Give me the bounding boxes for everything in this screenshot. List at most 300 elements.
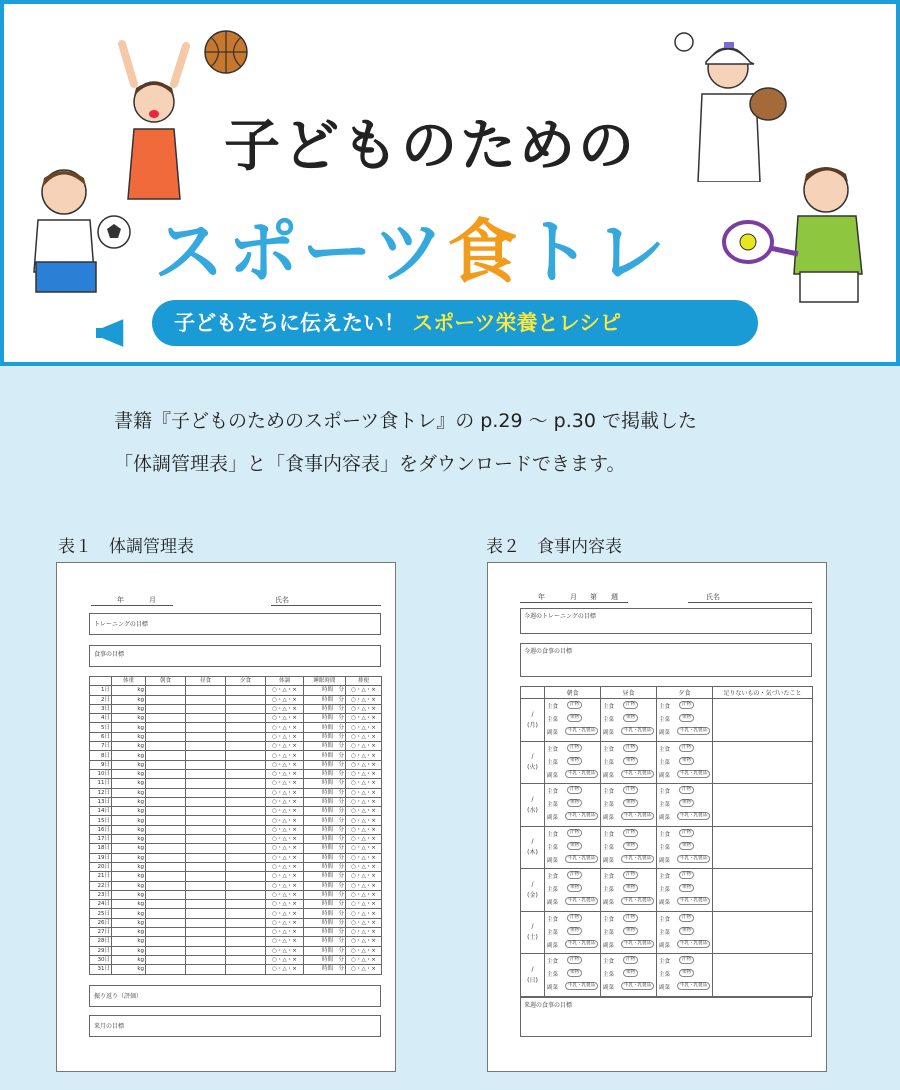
t1-dinner-cell	[226, 732, 266, 741]
t1-dinner-cell	[226, 751, 266, 760]
t1-dinner-cell	[226, 825, 266, 834]
t1-breakfast-cell	[146, 955, 186, 964]
table-row	[90, 779, 382, 788]
table-row	[90, 853, 382, 862]
t1-next-goal-label: 来月の目標	[94, 1023, 125, 1030]
t1-breakfast-cell	[146, 862, 186, 871]
t2-meal-goal-box	[520, 643, 812, 677]
t1-weight-cell: kg	[112, 862, 146, 871]
t1-dinner-cell	[226, 955, 266, 964]
t2-training-goal-label: 今週のトレーニングの目標	[524, 613, 596, 620]
t1-breakfast-cell	[146, 918, 186, 927]
t1-breakfast-cell	[146, 946, 186, 955]
title-banner	[0, 0, 900, 366]
t1-day-cell: 9日	[90, 760, 112, 769]
t1-header-cell: 体調	[266, 677, 304, 686]
t1-weight-cell: kg	[112, 742, 146, 751]
table-row	[90, 788, 382, 797]
t1-weight-cell: kg	[112, 769, 146, 778]
t1-lunch-cell	[186, 797, 226, 806]
t1-condition-cell: ○・△・×	[266, 872, 304, 881]
t1-dinner-cell	[226, 695, 266, 704]
t1-lunch-cell	[186, 723, 226, 732]
t1-weight-cell: kg	[112, 788, 146, 797]
t1-sleep-cell: 時間 分	[304, 844, 346, 853]
banner-title-line1: 子どものための	[224, 114, 637, 179]
t2-meal-cell: 主食 汁物 主菜 果物 副菜 牛乳・乳製品	[657, 784, 712, 826]
t1-lunch-cell	[186, 965, 226, 974]
t1-lunch-cell	[186, 732, 226, 741]
t2-notes-cell	[713, 954, 813, 997]
table-row	[90, 937, 382, 946]
t1-lunch-cell	[186, 918, 226, 927]
t1-weight-cell: kg	[112, 844, 146, 853]
t1-condition-cell: ○・△・×	[266, 704, 304, 713]
t1-meal-goal-label: 食事の目標	[94, 651, 125, 658]
t1-condition-cell: ○・△・×	[266, 779, 304, 788]
table-row	[521, 954, 813, 997]
t1-lunch-cell	[186, 788, 226, 797]
t1-weight-cell: kg	[112, 890, 146, 899]
t1-bowel-cell: ○・△・×	[346, 872, 382, 881]
t1-breakfast-cell	[146, 742, 186, 751]
t1-bowel-cell: ○・△・×	[346, 955, 382, 964]
t2-meal-cell: 主食 汁物 主菜 果物 副菜 牛乳・乳製品	[545, 699, 600, 741]
t1-day-cell: 17日	[90, 835, 112, 844]
table-row	[90, 686, 382, 695]
t2-meal-cell: 主食 汁物 主菜 果物 副菜 牛乳・乳製品	[657, 742, 712, 784]
title-food: 食	[447, 211, 522, 293]
t1-breakfast-cell	[146, 704, 186, 713]
t1-name-underline	[271, 605, 381, 606]
t2-month: 月	[570, 593, 577, 601]
t1-weight-cell: kg	[112, 695, 146, 704]
t2-week: 第 週	[590, 593, 618, 601]
t1-sleep-cell: 時間 分	[304, 797, 346, 806]
t1-bowel-cell: ○・△・×	[346, 937, 382, 946]
basketball-icon	[202, 28, 250, 76]
t1-weight-cell: kg	[112, 900, 146, 909]
t1-bowel-cell: ○・△・×	[346, 788, 382, 797]
t1-day-cell: 11日	[90, 779, 112, 788]
t2-meal-cell: 主食 汁物 主菜 果物 副菜 牛乳・乳製品	[601, 869, 656, 911]
soccer-player-illustration	[22, 162, 132, 302]
t1-day-cell: 15日	[90, 816, 112, 825]
t2-name-label: 氏名	[706, 593, 720, 601]
t2-next-goal-label: 来週の食事の目標	[524, 1002, 573, 1009]
t1-day-cell: 20日	[90, 862, 112, 871]
t1-weight-cell: kg	[112, 835, 146, 844]
t1-review-label: 振り返り（評価）	[94, 993, 143, 1000]
t1-condition-cell: ○・△・×	[266, 797, 304, 806]
t1-weight-cell: kg	[112, 816, 146, 825]
t2-meal-cell: 主食 汁物 主菜 果物 副菜 牛乳・乳製品	[545, 912, 600, 954]
t1-dinner-cell	[226, 937, 266, 946]
table-row	[90, 909, 382, 918]
t2-meal-cell: 主食 汁物 主菜 果物 副菜 牛乳・乳製品	[601, 742, 656, 784]
table-row	[90, 900, 382, 909]
t1-lunch-cell	[186, 853, 226, 862]
t1-condition-cell: ○・△・×	[266, 816, 304, 825]
t1-condition-cell: ○・△・×	[266, 686, 304, 695]
table-row	[90, 704, 382, 713]
t1-header-cell: 夕食	[226, 677, 266, 686]
t1-lunch-cell	[186, 779, 226, 788]
t2-name-underline	[688, 602, 812, 603]
t1-lunch-cell	[186, 704, 226, 713]
t1-dinner-cell	[226, 686, 266, 695]
t1-breakfast-cell	[146, 723, 186, 732]
banner-title-line2	[154, 196, 669, 297]
t1-dinner-cell	[226, 835, 266, 844]
t1-lunch-cell	[186, 835, 226, 844]
table-row	[90, 807, 382, 816]
t1-sleep-cell: 時間 分	[304, 881, 346, 890]
t2-meal-cell: 主食 汁物 主菜 果物 副菜 牛乳・乳製品	[545, 954, 600, 996]
t1-sleep-cell: 時間 分	[304, 704, 346, 713]
t1-bowel-cell: ○・△・×	[346, 807, 382, 816]
t1-condition-cell: ○・△・×	[266, 937, 304, 946]
t2-header-cell: 夕食	[657, 687, 713, 699]
t1-lunch-cell	[186, 807, 226, 816]
t1-lunch-cell	[186, 946, 226, 955]
t1-sleep-cell: 時間 分	[304, 862, 346, 871]
t1-sleep-cell: 時間 分	[304, 825, 346, 834]
table-row	[90, 928, 382, 937]
intro-line1: 書籍『子どものためのスポーツ食トレ』の p.29 ～ p.30 で掲載した	[114, 410, 697, 432]
t2-header-cell: 朝食	[545, 687, 601, 699]
table-row	[90, 825, 382, 834]
t2-weekly-table	[520, 686, 813, 997]
t1-breakfast-cell	[146, 797, 186, 806]
t2-notes-cell	[713, 741, 813, 784]
t1-sleep-cell: 時間 分	[304, 872, 346, 881]
table-row	[90, 760, 382, 769]
t1-condition-cell: ○・△・×	[266, 723, 304, 732]
table-row	[521, 869, 813, 912]
subtitle-highlight: スポーツ栄養とレシピ	[412, 311, 621, 335]
table-row	[90, 751, 382, 760]
t1-day-cell: 13日	[90, 797, 112, 806]
table-row	[90, 872, 382, 881]
t1-day-cell: 18日	[90, 844, 112, 853]
t1-dinner-cell	[226, 872, 266, 881]
t2-header-cell: 昼食	[601, 687, 657, 699]
t1-condition-cell: ○・△・×	[266, 788, 304, 797]
t1-dinner-cell	[226, 853, 266, 862]
t1-bowel-cell: ○・△・×	[346, 742, 382, 751]
t1-breakfast-cell	[146, 825, 186, 834]
t1-weight-cell: kg	[112, 797, 146, 806]
t1-dinner-cell	[226, 816, 266, 825]
t2-header-row	[521, 687, 813, 699]
t1-bowel-cell: ○・△・×	[346, 909, 382, 918]
t1-weight-cell: kg	[112, 704, 146, 713]
t1-sleep-cell: 時間 分	[304, 695, 346, 704]
t2-next-goal-box	[520, 997, 812, 1037]
t1-condition-cell: ○・△・×	[266, 751, 304, 760]
t1-breakfast-cell	[146, 788, 186, 797]
t1-bowel-cell: ○・△・×	[346, 825, 382, 834]
t2-meal-cell: 主食 汁物 主菜 果物 副菜 牛乳・乳製品	[601, 912, 656, 954]
t1-breakfast-cell	[146, 732, 186, 741]
table-row	[90, 797, 382, 806]
t1-dinner-cell	[226, 844, 266, 853]
t1-day-cell: 7日	[90, 742, 112, 751]
t1-condition-cell: ○・△・×	[266, 769, 304, 778]
banner-subtitle-ribbon	[152, 300, 758, 346]
table-row	[90, 881, 382, 890]
table-row	[90, 890, 382, 899]
t1-sleep-cell: 時間 分	[304, 714, 346, 723]
t2-header-cell: 足りないもの・気づいたこと	[713, 687, 813, 699]
t2-meal-cell: 主食 汁物 主菜 果物 副菜 牛乳・乳製品	[657, 827, 712, 869]
t1-bowel-cell: ○・△・×	[346, 751, 382, 760]
t2-meal-cell: 主食 汁物 主菜 果物 副菜 牛乳・乳製品	[545, 742, 600, 784]
t1-breakfast-cell	[146, 714, 186, 723]
t1-day-cell: 10日	[90, 769, 112, 778]
t1-dinner-cell	[226, 714, 266, 723]
t1-weight-cell: kg	[112, 714, 146, 723]
table-row	[90, 742, 382, 751]
t1-sleep-cell: 時間 分	[304, 918, 346, 927]
t1-bowel-cell: ○・△・×	[346, 928, 382, 937]
t1-weight-cell: kg	[112, 751, 146, 760]
table-row	[90, 769, 382, 778]
t2-notes-cell	[713, 911, 813, 954]
t1-dinner-cell	[226, 909, 266, 918]
t1-bowel-cell: ○・△・×	[346, 797, 382, 806]
t1-sleep-cell: 時間 分	[304, 816, 346, 825]
tennis-player-illustration	[718, 154, 888, 304]
t1-day-cell: 12日	[90, 788, 112, 797]
t1-sleep-cell: 時間 分	[304, 788, 346, 797]
table-row	[90, 723, 382, 732]
t2-meal-cell: 主食 汁物 主菜 果物 副菜 牛乳・乳製品	[657, 869, 712, 911]
t1-weight-cell: kg	[112, 965, 146, 974]
table-row	[90, 955, 382, 964]
t1-sleep-cell: 時間 分	[304, 965, 346, 974]
t2-day-cell: / (日)	[521, 954, 545, 997]
t1-day-cell: 6日	[90, 732, 112, 741]
t1-condition-cell: ○・△・×	[266, 825, 304, 834]
t1-sleep-cell: 時間 分	[304, 760, 346, 769]
t1-dinner-cell	[226, 769, 266, 778]
t1-condition-cell: ○・△・×	[266, 853, 304, 862]
t1-dinner-cell	[226, 779, 266, 788]
t1-condition-cell: ○・△・×	[266, 695, 304, 704]
t1-training-goal-box	[89, 613, 381, 635]
t1-breakfast-cell	[146, 844, 186, 853]
t1-sleep-cell: 時間 分	[304, 732, 346, 741]
t1-sleep-cell: 時間 分	[304, 890, 346, 899]
t1-condition-cell: ○・△・×	[266, 918, 304, 927]
table2-caption: 表２ 食事内容表	[486, 537, 622, 557]
t1-header-cell: 排便	[346, 677, 382, 686]
t1-bowel-cell: ○・△・×	[346, 881, 382, 890]
t2-meal-cell: 主食 汁物 主菜 果物 副菜 牛乳・乳製品	[601, 699, 656, 741]
t1-day-cell: 27日	[90, 928, 112, 937]
t1-condition-cell: ○・△・×	[266, 955, 304, 964]
t1-sleep-cell: 時間 分	[304, 835, 346, 844]
table-row	[90, 918, 382, 927]
t1-day-cell: 2日	[90, 695, 112, 704]
t2-notes-cell	[713, 784, 813, 827]
t1-bowel-cell: ○・△・×	[346, 835, 382, 844]
t1-day-cell: 28日	[90, 937, 112, 946]
t1-lunch-cell	[186, 825, 226, 834]
t1-bowel-cell: ○・△・×	[346, 779, 382, 788]
t1-day-cell: 22日	[90, 881, 112, 890]
t1-dinner-cell	[226, 760, 266, 769]
t1-day-cell: 3日	[90, 704, 112, 713]
t1-header-cell: 体重	[112, 677, 146, 686]
t1-dinner-cell	[226, 723, 266, 732]
table-row	[90, 835, 382, 844]
t1-bowel-cell: ○・△・×	[346, 890, 382, 899]
table-row	[521, 911, 813, 954]
t1-lunch-cell	[186, 900, 226, 909]
t1-sleep-cell: 時間 分	[304, 955, 346, 964]
t2-training-goal-box	[520, 608, 812, 634]
t1-weight-cell: kg	[112, 686, 146, 695]
t2-day-cell: / (土)	[521, 911, 545, 954]
t1-weight-cell: kg	[112, 937, 146, 946]
t1-breakfast-cell	[146, 965, 186, 974]
t1-weight-cell: kg	[112, 928, 146, 937]
intro-line2: 「体調管理表」と「食事内容表」をダウンロードできます。	[114, 453, 626, 475]
t2-date-underline	[520, 602, 628, 603]
t1-header-cell: 睡眠時間	[304, 677, 346, 686]
t1-day-cell: 31日	[90, 965, 112, 974]
t1-lunch-cell	[186, 928, 226, 937]
t1-bowel-cell: ○・△・×	[346, 769, 382, 778]
t1-lunch-cell	[186, 937, 226, 946]
t1-condition-cell: ○・△・×	[266, 844, 304, 853]
t1-breakfast-cell	[146, 937, 186, 946]
t1-dinner-cell	[226, 946, 266, 955]
t1-dinner-cell	[226, 900, 266, 909]
t1-sleep-cell: 時間 分	[304, 779, 346, 788]
t1-breakfast-cell	[146, 807, 186, 816]
megaphone-icon	[96, 316, 146, 350]
t1-day-cell: 16日	[90, 825, 112, 834]
t1-bowel-cell: ○・△・×	[346, 853, 382, 862]
t1-day-cell: 24日	[90, 900, 112, 909]
t1-bowel-cell: ○・△・×	[346, 900, 382, 909]
t1-dinner-cell	[226, 881, 266, 890]
t1-name-label: 氏名	[275, 596, 289, 604]
t1-lunch-cell	[186, 695, 226, 704]
t1-breakfast-cell	[146, 779, 186, 788]
t2-meal-cell: 主食 汁物 主菜 果物 副菜 牛乳・乳製品	[601, 954, 656, 996]
t2-notes-cell	[713, 869, 813, 912]
t1-lunch-cell	[186, 890, 226, 899]
t1-bowel-cell: ○・△・×	[346, 946, 382, 955]
t1-sleep-cell: 時間 分	[304, 853, 346, 862]
t1-breakfast-cell	[146, 900, 186, 909]
table-row	[90, 732, 382, 741]
t1-breakfast-cell	[146, 816, 186, 825]
table-row	[521, 699, 813, 742]
t2-day-cell: / (金)	[521, 869, 545, 912]
t1-day-cell: 8日	[90, 751, 112, 760]
title-sports: スポーツ	[154, 211, 448, 293]
t1-condition-cell: ○・△・×	[266, 900, 304, 909]
t1-day-cell: 5日	[90, 723, 112, 732]
t1-weight-cell: kg	[112, 732, 146, 741]
t1-lunch-cell	[186, 714, 226, 723]
table-row	[90, 714, 382, 723]
table-row	[90, 946, 382, 955]
t1-date-underline	[91, 605, 173, 606]
t1-lunch-cell	[186, 742, 226, 751]
t1-header-cell: 昼食	[186, 677, 226, 686]
t1-weight-cell: kg	[112, 760, 146, 769]
t2-notes-cell	[713, 699, 813, 742]
t1-lunch-cell	[186, 844, 226, 853]
t1-breakfast-cell	[146, 872, 186, 881]
table1-preview[interactable]	[56, 562, 396, 1072]
t1-day-cell: 21日	[90, 872, 112, 881]
t1-breakfast-cell	[146, 835, 186, 844]
t2-day-cell: / (水)	[521, 784, 545, 827]
t2-day-cell: / (月)	[521, 699, 545, 742]
t1-dinner-cell	[226, 918, 266, 927]
t2-notes-cell	[713, 826, 813, 869]
t1-weight-cell: kg	[112, 881, 146, 890]
t2-year: 年	[538, 593, 545, 601]
table2-preview[interactable]	[487, 562, 827, 1072]
t1-bowel-cell: ○・△・×	[346, 965, 382, 974]
t1-weight-cell: kg	[112, 955, 146, 964]
t1-day-cell: 14日	[90, 807, 112, 816]
t1-bowel-cell: ○・△・×	[346, 723, 382, 732]
t2-day-cell: / (木)	[521, 826, 545, 869]
t1-lunch-cell	[186, 872, 226, 881]
t1-dinner-cell	[226, 807, 266, 816]
t1-sleep-cell: 時間 分	[304, 928, 346, 937]
t1-bowel-cell: ○・△・×	[346, 760, 382, 769]
t1-lunch-cell	[186, 686, 226, 695]
intro-text	[114, 400, 697, 486]
t1-sleep-cell: 時間 分	[304, 686, 346, 695]
t2-day-cell: / (火)	[521, 741, 545, 784]
t1-bowel-cell: ○・△・×	[346, 918, 382, 927]
t1-breakfast-cell	[146, 686, 186, 695]
t1-condition-cell: ○・△・×	[266, 881, 304, 890]
t1-sleep-cell: 時間 分	[304, 723, 346, 732]
t1-breakfast-cell	[146, 890, 186, 899]
t1-weight-cell: kg	[112, 853, 146, 862]
t2-meal-cell: 主食 汁物 主菜 果物 副菜 牛乳・乳製品	[601, 784, 656, 826]
t1-bowel-cell: ○・△・×	[346, 732, 382, 741]
t1-condition-cell: ○・△・×	[266, 890, 304, 899]
t1-sleep-cell: 時間 分	[304, 769, 346, 778]
table-row	[521, 741, 813, 784]
t1-bowel-cell: ○・△・×	[346, 862, 382, 871]
t1-condition-cell: ○・△・×	[266, 732, 304, 741]
t1-weight-cell: kg	[112, 825, 146, 834]
t1-breakfast-cell	[146, 909, 186, 918]
t1-weight-cell: kg	[112, 909, 146, 918]
t1-breakfast-cell	[146, 695, 186, 704]
t1-weight-cell: kg	[112, 723, 146, 732]
table-row	[90, 844, 382, 853]
t1-bowel-cell: ○・△・×	[346, 686, 382, 695]
t1-sleep-cell: 時間 分	[304, 742, 346, 751]
t2-meal-goal-label: 今週の食事の目標	[524, 648, 573, 655]
